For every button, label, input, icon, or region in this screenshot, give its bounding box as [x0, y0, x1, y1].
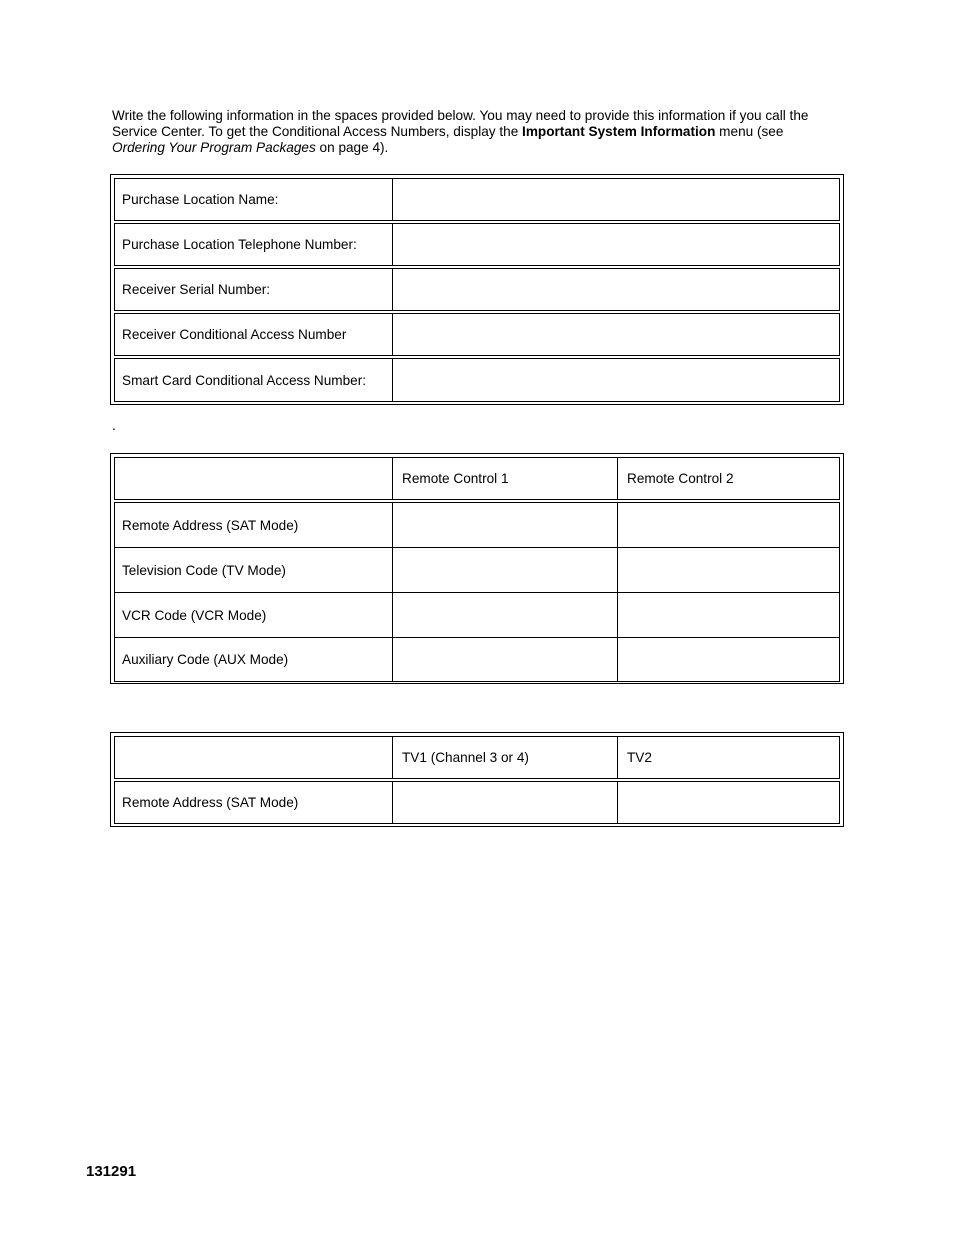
television-code-label: Television Code (TV Mode)	[115, 548, 393, 593]
remote-codes-table	[110, 453, 844, 684]
intro-paragraph	[112, 108, 832, 155]
receiver-ca-number-field[interactable]	[393, 314, 840, 356]
receiver-ca-number-label: Receiver Conditional Access Number	[115, 314, 393, 356]
auxiliary-code-label: Auxiliary Code (AUX Mode)	[115, 638, 393, 682]
separator-dot: .	[112, 418, 116, 433]
receiver-serial-label: Receiver Serial Number:	[115, 269, 393, 311]
remote-header-blank	[115, 458, 393, 500]
purchase-info-table	[110, 174, 844, 405]
intro-text-3: on page 4).	[315, 139, 389, 155]
tv-address-table	[110, 732, 844, 827]
smart-card-ca-number-label: Smart Card Conditional Access Number:	[115, 359, 393, 402]
tv1-header: TV1 (Channel 3 or 4)	[393, 737, 618, 779]
document-code: 131291	[86, 1163, 137, 1180]
tv-remote-address-label: Remote Address (SAT Mode)	[115, 782, 393, 824]
television-code-rc2-field[interactable]	[618, 548, 840, 593]
tv-header-blank	[115, 737, 393, 779]
remote-control-1-header: Remote Control 1	[393, 458, 618, 500]
receiver-serial-field[interactable]	[393, 269, 840, 311]
vcr-code-rc1-field[interactable]	[393, 593, 618, 638]
remote-control-2-header: Remote Control 2	[618, 458, 840, 500]
intro-menu-name: Important System Information	[522, 123, 716, 139]
auxiliary-code-rc1-field[interactable]	[393, 638, 618, 682]
television-code-rc1-field[interactable]	[393, 548, 618, 593]
tv2-remote-address-field[interactable]	[618, 782, 840, 824]
purchase-location-name-field[interactable]	[393, 179, 840, 221]
tv1-remote-address-field[interactable]	[393, 782, 618, 824]
intro-text-2: menu (see	[715, 123, 784, 139]
intro-section-reference: Ordering Your Program Packages	[112, 139, 316, 155]
vcr-code-label: VCR Code (VCR Mode)	[115, 593, 393, 638]
tv2-header: TV2	[618, 737, 840, 779]
vcr-code-rc2-field[interactable]	[618, 593, 840, 638]
remote-address-rc2-field[interactable]	[618, 503, 840, 548]
intro-text: Write the following information in the spaces provided below. You may need to provide this information if you call the Service Center. To get the Conditional Access Numbers, display the	[112, 108, 809, 139]
remote-address-rc1-field[interactable]	[393, 503, 618, 548]
smart-card-ca-number-field[interactable]	[393, 359, 840, 402]
purchase-location-name-label: Purchase Location Name:	[115, 179, 393, 221]
remote-address-label: Remote Address (SAT Mode)	[115, 503, 393, 548]
purchase-location-phone-label: Purchase Location Telephone Number:	[115, 224, 393, 266]
auxiliary-code-rc2-field[interactable]	[618, 638, 840, 682]
purchase-location-phone-field[interactable]	[393, 224, 840, 266]
